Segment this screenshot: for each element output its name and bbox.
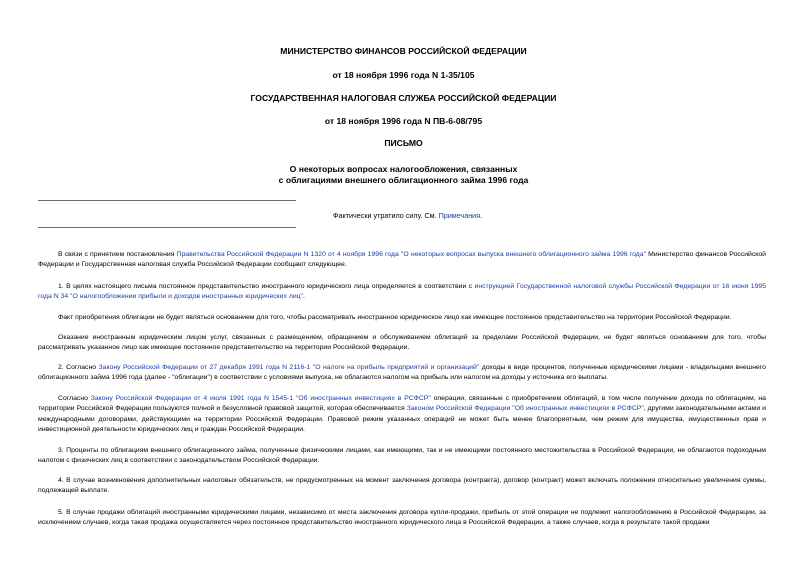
paragraph-text: , другими законодательными актами и международными договорами, действующими на территории Российской Федерации. Правовой режим указанных операций не может быть менее благоприятным, чем режим для имущества, имущественных прав и инвестиционной деятельности юридических лиц и граждан Российской Федерации. <box>38 405 766 434</box>
paragraph-text: 1. В целях настоящего письма постоянное представительство иностранного юридического лица определяется в соответствии с <box>58 283 475 290</box>
paragraph-text: Согласно <box>58 395 91 402</box>
document-title-line-1: О некоторых вопросах налогообложения, связанных <box>289 164 518 174</box>
paragraph-text: В связи с принятием постановления <box>58 251 177 258</box>
paragraph-1 <box>38 250 766 271</box>
divider-top <box>38 200 296 201</box>
paragraph-8 <box>38 476 766 497</box>
paragraph-text: 4. В случае возникновения дополнительных налоговых обязательств, не предусмотренных на момент заключения договора (контракта), договор (контракт) может включать положения относительно увеличения суммы, подлежащей выплате. <box>38 477 766 495</box>
validity-note-end: . <box>480 211 483 220</box>
paragraph-5 <box>38 363 766 384</box>
paragraph-2 <box>38 282 766 303</box>
legal-reference-link[interactable]: Закону Российской Федерации от 27 декабря 1991 года N 2116-1 "О налоге на прибыль предприятий и организаций" <box>98 364 480 371</box>
paragraph-9 <box>38 508 766 529</box>
legal-reference-link[interactable]: Правительства Российской Федерации N 1320 от 4 ноября 1996 года "О некоторых вопросах выпуска внешнего облигационного займа 1996 года" <box>176 251 647 258</box>
document-title-line-2: с облигациями внешнего облигационного займа 1996 года <box>278 175 529 185</box>
validity-note <box>333 211 482 221</box>
legal-reference-link[interactable]: Законом Российской Федерации "Об иностранных инвестициях в РСФСР" <box>406 405 644 413</box>
legal-reference-link[interactable]: Закону Российской Федерации от 4 июля 1991 года N 1545-1 "Об иностранных инвестициях в РСФСР" <box>90 395 431 402</box>
notes-link[interactable]: Примечания <box>438 211 481 220</box>
paragraph-text: Факт приобретения облигации не будет являться основанием для того, чтобы рассматривать иностранное юридическое лицо как имеющее постоянное представительство на территории Российской Федерации. <box>58 314 732 321</box>
paragraph-text: 5. В случае продажи облигаций иностранными юридическими лицами, независимо от места заключения договора купли-продажи, прибыль от этой операции не подлежит налогообложению в Российской Федерации, за исключением случаев, когда такая продажа осуществляется через постоянное представительство иностранного юридического лица в Российской Федерации, а также случаев, когда в результате такой продажи <box>38 509 766 527</box>
paragraph-4 <box>38 333 766 354</box>
paragraph-text: 3. Проценты по облигациям внешнего облигационного займа, полученные физическими лицами, как имеющими, так и не имеющими постоянного местожительства в Российской Федерации, не облагаются подоходным налогом с физических лиц в соответствии с законодательством Российской Федерации. <box>38 447 766 465</box>
service-heading: ГОСУДАРСТВЕННАЯ НАЛОГОВАЯ СЛУЖБА РОССИЙСКОЙ ФЕДЕРАЦИИ <box>250 93 557 103</box>
paragraph-7 <box>38 446 766 467</box>
ministry-heading: МИНИСТЕРСТВО ФИНАНСОВ РОССИЙСКОЙ ФЕДЕРАЦИИ <box>280 46 527 56</box>
document-type: ПИСЬМО <box>384 138 423 148</box>
ministry-date: от 18 ноября 1996 года N 1-35/105 <box>332 70 475 80</box>
validity-note-text: Фактически утратило силу. См. <box>333 211 439 220</box>
paragraph-text: доходы в виде процентов, полученные юридическими лицами - владельцами внешнего облигационного займа 1996 года (далее - "облигации") в соответствии с условиями выпуска, не облагаются налогом на прибыль или налогом на доходы у источника его выплаты. <box>38 364 766 382</box>
paragraph-3 <box>38 313 766 323</box>
legal-reference-link[interactable]: инструкцией Государственной налоговой службы Российской Федерации от 16 июня 1995 года N 34 "О налогообложении прибыли и доходов иностранных юридических лиц" <box>38 283 767 301</box>
paragraph-6 <box>38 394 766 436</box>
paragraph-text: . <box>303 293 305 301</box>
paragraph-text: операции, связанные с приобретением облигаций, в том числе получение дохода по облигациям, на территории Российской Федерации пользуются полной и безусловной правовой защитой, которая обеспечивается <box>38 395 766 413</box>
divider-bottom <box>38 227 296 228</box>
paragraph-text: Министерство финансов Российской Федерации и Государственная налоговая служба Российской Федерации сообщают следующее. <box>38 251 766 269</box>
paragraph-text: 2. Согласно <box>58 364 99 371</box>
service-date: от 18 ноября 1996 года N ПВ-6-08/795 <box>324 116 483 126</box>
paragraph-text: Оказание иностранным юридическим лицом услуг, связанных с размещением, обращением и обслуживанием облигаций за пределами Российской Федерации, не будет являться основанием для того, чтобы рассматривать указанное лицо как имеющее постоянное представительство на территории Российской Федерации. <box>38 334 766 352</box>
